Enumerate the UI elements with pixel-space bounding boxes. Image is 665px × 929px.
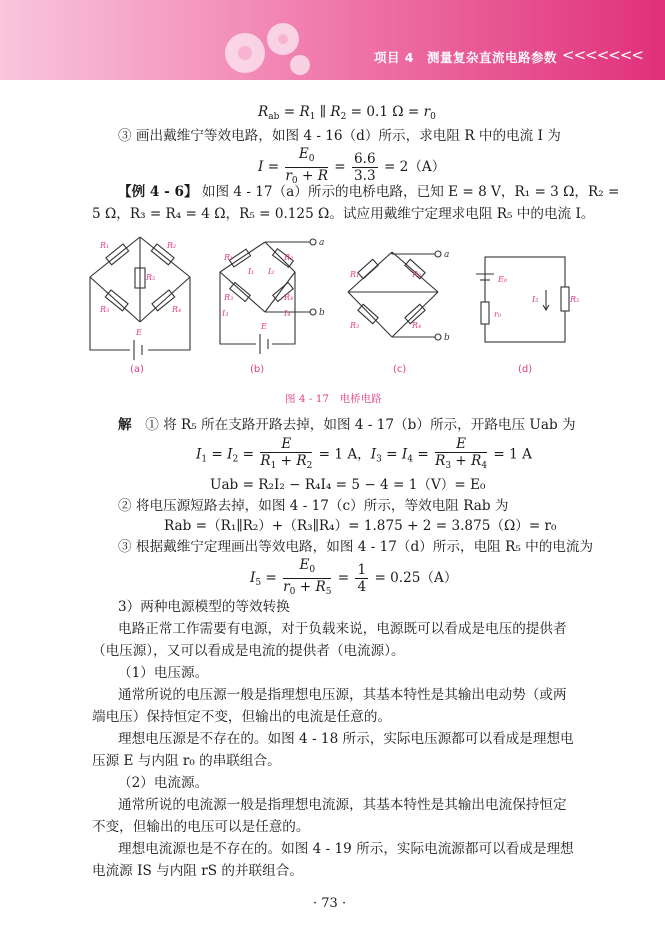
- page-header: [0, 0, 665, 80]
- svg-text:R₅: R₅: [146, 273, 156, 282]
- equation-rab: $R_{ab} = R_1$ ∥ $R_2 = 0.1$ $\Omega = r_0$: [258, 104, 436, 122]
- svg-text:r₀: r₀: [494, 310, 502, 319]
- svg-text:R₄: R₄: [412, 321, 422, 330]
- svg-text:I₂: I₂: [268, 267, 275, 276]
- step-3-text: ③ 画出戴维宁等效电路，如图 4 - 16（d）所示，求电阻 R 中的电流 I 为: [118, 128, 561, 144]
- gear-decoration-icon: [205, 5, 315, 80]
- figure-caption: 图 4 - 17 电桥电路: [285, 393, 382, 405]
- svg-text:R₄: R₄: [284, 293, 294, 302]
- circuit-b: [220, 239, 316, 354]
- svg-text:R₃: R₃: [350, 321, 360, 330]
- equation-rab-2: Rab =（R₁∥R₂）+（R₃∥R₄）= 1.875 + 2 = 3.875（Ω）= r₀: [164, 518, 557, 534]
- svg-text:R₁: R₁: [350, 270, 360, 279]
- svg-text:I₃: I₃: [222, 309, 229, 318]
- paragraph-3b: 压源 E 与内阻 r₀ 的串联组合。: [92, 753, 281, 769]
- subfig-label-a: (a): [130, 364, 144, 375]
- subheading-voltage-source: （1）电压源。: [118, 665, 209, 681]
- svg-text:a: a: [319, 238, 325, 248]
- svg-text:E: E: [136, 328, 142, 337]
- chevron-decoration: <<<<<<<: [562, 46, 643, 64]
- circuit-a: [90, 237, 190, 360]
- subfig-label-d: (d): [518, 364, 533, 375]
- svg-text:b: b: [319, 308, 325, 318]
- svg-text:b: b: [444, 333, 450, 343]
- svg-text:E₀: E₀: [498, 275, 508, 284]
- equation-i1-i3: $I_1 = I_2$ = $\frac{E}{R_1 + R_2}$ = 1 A，$I_3 = I_4$ = $\frac{E}{R_3 + R_4}$ = 1 A: [196, 436, 532, 471]
- circuit-c: [348, 251, 441, 340]
- svg-text:E: E: [261, 322, 267, 331]
- paragraph-5b: 电流源 IS 与内阻 rS 的并联组合。: [92, 863, 303, 879]
- svg-text:a: a: [444, 250, 450, 260]
- equation-current: I = $\frac{E_0}{r_0 + R}$ = $\frac{6.6}{3.3}$ = 2（A）: [258, 146, 446, 186]
- circuit-d: [476, 257, 569, 342]
- paragraph-3a: 理想电压源是不存在的。如图 4 - 18 所示，实际电压源都可以看成是理想电: [118, 731, 574, 747]
- page-number: · 73 ·: [313, 896, 347, 911]
- example-text-2: 5 Ω，R₃ = R₄ = 4 Ω，R₅ = 0.125 Ω。试应用戴维宁定理求电阻 R₅ 中的电流 I。: [92, 206, 595, 222]
- svg-text:R₂: R₂: [412, 270, 422, 279]
- svg-text:R₃: R₃: [100, 305, 110, 314]
- paragraph-1b: （电压源），又可以看成是电流的提供者（电流源）。: [92, 643, 405, 659]
- solution-step-3: ③ 根据戴维宁定理画出等效电路，如图 4 - 17（d）所示，电阻 R₅ 中的电流为: [118, 539, 594, 555]
- svg-text:I₁: I₁: [248, 267, 255, 276]
- svg-text:R₄: R₄: [172, 305, 182, 314]
- equation-i5: $I_5$ = $\frac{E_0}{r_0 + R_5}$ = $\frac{1}{4}$ = 0.25（A）: [250, 557, 458, 597]
- subheading-current-source: （2）电流源。: [118, 775, 209, 791]
- svg-text:R₁: R₁: [100, 241, 110, 250]
- subfig-label-b: (b): [250, 364, 265, 375]
- section-heading: 3）两种电源模型的等效转换: [118, 599, 290, 615]
- svg-text:R₁: R₁: [224, 253, 234, 262]
- paragraph-2b: 端电压）保持恒定不变，但输出的电流是任意的。: [92, 709, 392, 725]
- subfig-label-c: (c): [393, 364, 407, 375]
- solution-step-2: ② 将电压源短路去掉，如图 4 - 17（c）所示，等效电阻 Rab 为: [118, 498, 509, 514]
- svg-text:R₂: R₂: [284, 253, 294, 262]
- paragraph-5a: 理想电流源也是不存在的。如图 4 - 19 所示，实际电流源都可以看成是理想: [118, 841, 574, 857]
- svg-text:R₂: R₂: [167, 241, 177, 250]
- equation-uab: Uab = R₂I₂ − R₄I₄ = 5 − 4 = 1（V）= E₀: [210, 477, 486, 493]
- paragraph-2a: 通常所说的电压源一般是指理想电压源，其基本特性是其输出电动势（或两: [118, 687, 567, 703]
- svg-text:I₅: I₅: [532, 295, 539, 304]
- svg-text:I₄: I₄: [284, 309, 291, 318]
- paragraph-4a: 通常所说的电流源一般是指理想电流源，其基本特性是其输出电流保持恒定: [118, 797, 567, 813]
- paragraph-1a: 电路正常工作需要有电源，对于负载来说，电源既可以看成是电压的提供者: [118, 621, 567, 637]
- chapter-title: 项目 4 测量复杂直流电路参数: [373, 50, 557, 65]
- svg-text:R₃: R₃: [224, 293, 234, 302]
- paragraph-4b: 不变，但输出的电压可以是任意的。: [92, 819, 310, 835]
- svg-text:R₅: R₅: [570, 295, 580, 304]
- solution-step-1: 解 ① 将 R₅ 所在支路开路去掉，如图 4 - 17（b）所示，开路电压 Uab 为: [118, 417, 576, 433]
- bridge-circuit-figure: [80, 232, 580, 377]
- example-heading: 【例 4 - 6】 如图 4 - 17（a）所示的电桥电路，已知 E = 8 V，R₁ = 3 Ω，R₂ =: [118, 184, 620, 200]
